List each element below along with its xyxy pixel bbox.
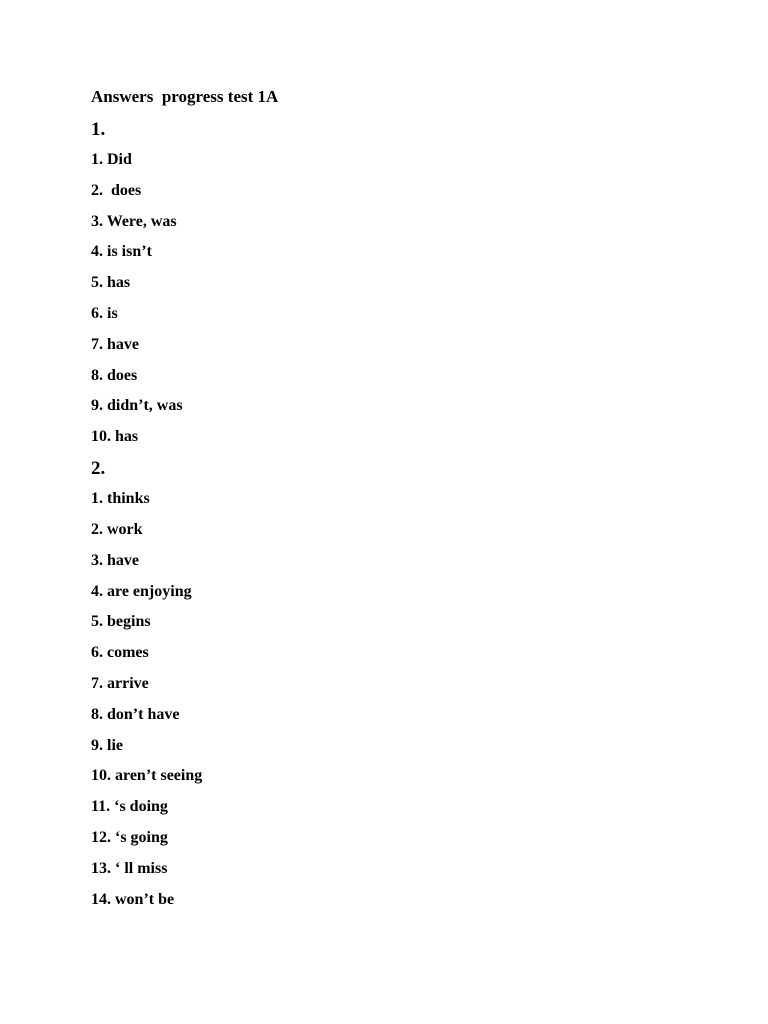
answer-line: 7. arrive (91, 674, 149, 692)
answer-line: 13. ‘ ll miss (91, 859, 168, 877)
answer-line: 11. ‘s doing (91, 798, 168, 816)
answer-line: 10. aren’t seeing (91, 767, 203, 785)
answer-line: 6. comes (91, 644, 149, 662)
answer-line: 9. didn’t, was (91, 397, 183, 415)
section-1-heading: 1. (91, 119, 106, 140)
answer-line: 1. thinks (91, 490, 150, 508)
answer-line: 6. is (91, 304, 118, 322)
answer-line: 3. have (91, 551, 139, 569)
answer-line: 7. have (91, 335, 139, 353)
answer-line: 9. lie (91, 736, 123, 754)
answer-line: 3. Were, was (91, 212, 177, 230)
answer-line: 1. Did (91, 151, 132, 168)
answer-line: 10. has (91, 428, 139, 446)
answer-line: 2. does (91, 181, 142, 199)
answer-line: 14. won’t be (91, 890, 175, 908)
section-2-heading: 2. (91, 458, 106, 480)
answer-line: 4. are enjoying (91, 582, 192, 600)
answer-line: 8. don’t have (91, 705, 180, 723)
document-content (91, 86, 278, 910)
answer-line: 8. does (91, 366, 138, 384)
document-title: Answers progress test 1A (91, 87, 279, 106)
answer-line: 4. is isn’t (91, 243, 152, 261)
answer-line: 12. ‘s going (91, 828, 168, 846)
answer-line: 5. has (91, 274, 131, 292)
answer-line: 2. work (91, 520, 143, 538)
answer-line: 5. begins (91, 613, 151, 631)
